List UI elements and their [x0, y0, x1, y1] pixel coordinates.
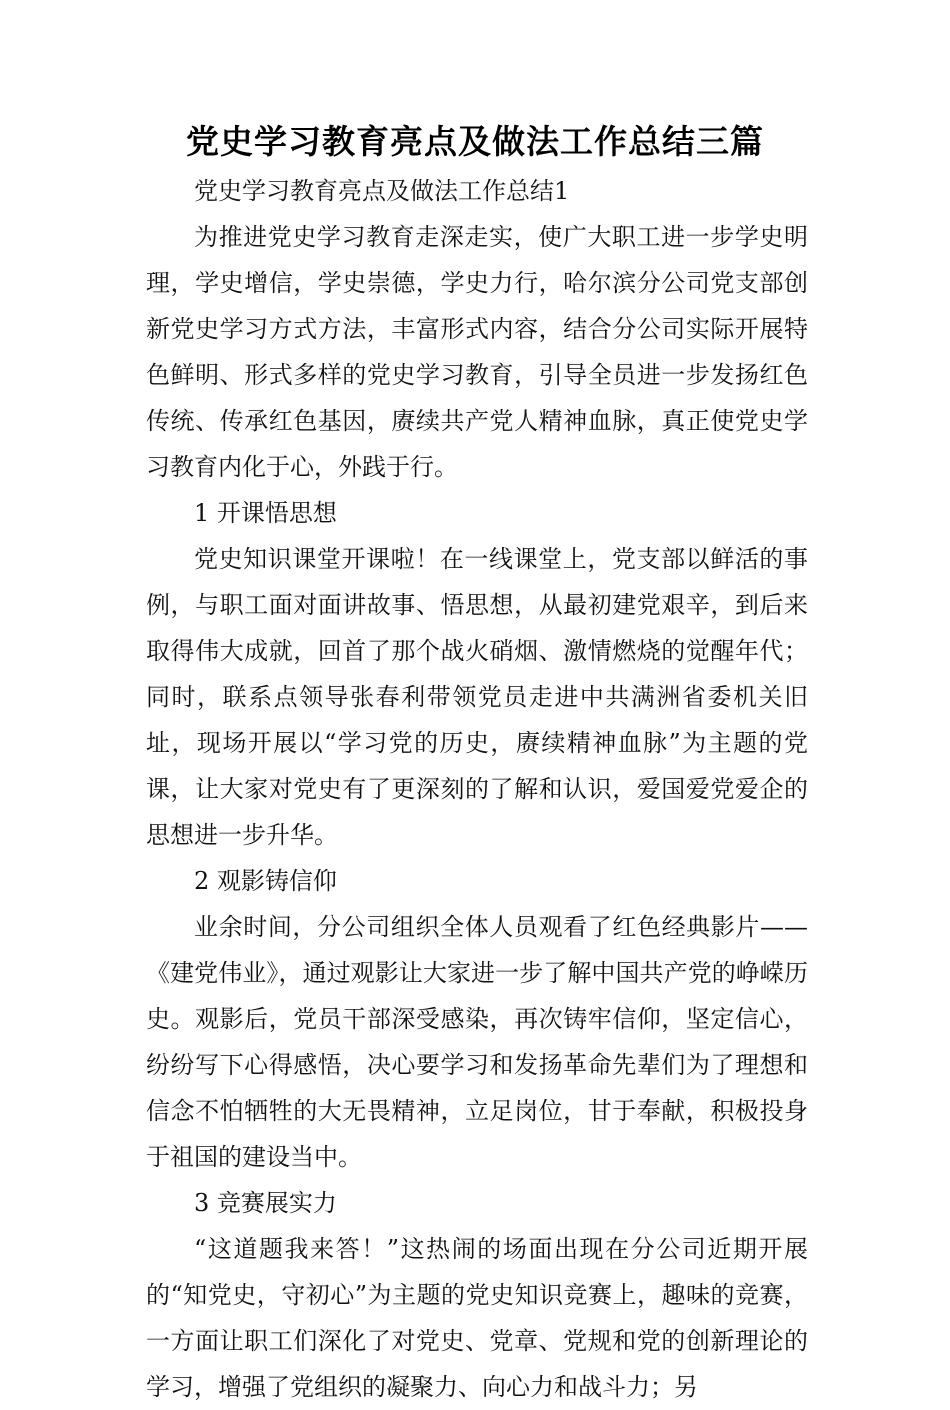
section-paragraph-3: “这道题我来答！”这热闹的场面出现在分公司近期开展的“知党史，守初心”为主题的党史知识竞赛上，趣味的竞赛，一方面让职工们深化了对党史、党章、党规和党的创新理论的学习，增强了党组织的凝聚力、向心力和战斗力；另 [146, 1235, 808, 1401]
section-heading-3: 3 竞赛展实力 [194, 1189, 337, 1217]
intro-paragraph: 为推进党史学习教育走深走实，使广大职工进一步学史明理，学史增信，学史崇德，学史力行，哈尔滨分公司党支部创新党史学习方式方法，丰富形式内容，结合分公司实际开展特色鲜明、形式多样的党史学习教育，引导全员进一步发扬红色传统、传承红色基因，赓续共产党人精神血脉，真正使党史学习教育内化于心，外践于行。 [146, 223, 808, 481]
section-heading-2: 2 观影铸信仰 [194, 867, 337, 895]
document-body [146, 168, 808, 1410]
subtitle-paragraph: 党史学习教育亮点及做法工作总结1 [194, 177, 570, 205]
section-paragraph-1: 党史知识课堂开课啦！在一线课堂上，党支部以鲜活的事例，与职工面对面讲故事、悟思想，从最初建党艰辛，到后来取得伟大成就，回首了那个战火硝烟、激情燃烧的觉醒年代；同时，联系点领导张春利带领党员走进中共满洲省委机关旧址，现场开展以“学习党的历史，赓续精神血脉”为主题的党课，让大家对党史有了更深刻的了解和认识，爱国爱党爱企的思想进一步升华。 [146, 545, 808, 849]
document-title: 党史学习教育亮点及做法工作总结三篇 [186, 122, 764, 161]
section-paragraph-2: 业余时间，分公司组织全体人员观看了红色经典影片——《建党伟业》，通过观影让大家进一步了解中国共产党的峥嵘历史。观影后，党员干部深受感染，再次铸牢信仰，坚定信心，纷纷写下心得感悟，决心要学习和发扬革命先辈们为了理想和信念不怕牺牲的大无畏精神，立足岗位，甘于奉献，积极投身于祖国的建设当中。 [146, 913, 808, 1171]
section-heading-1: 1 开课悟思想 [194, 499, 337, 527]
